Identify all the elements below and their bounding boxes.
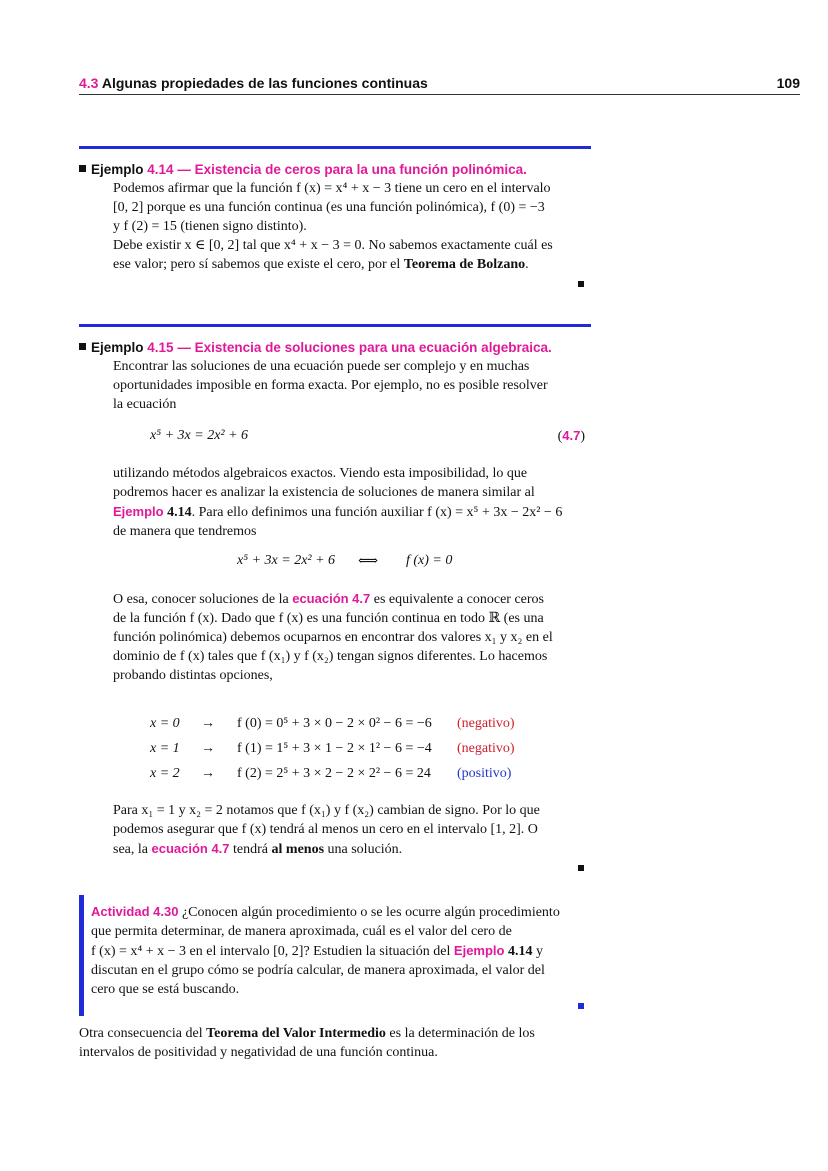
text-line: utilizando métodos algebraicos exactos. Viendo esta imposibilidad, lo que (113, 466, 528, 481)
text-span: f (x) = x⁴ + x − 3 en el intervalo [0, 2]? Estudien la situación del (91, 944, 451, 959)
example-number: 4.14 (147, 162, 174, 177)
text-line (79, 1024, 594, 1043)
equation: x⁵ + 3x = 2x² + 6 (150, 428, 249, 443)
activity-bar (79, 895, 84, 1016)
page-header (79, 74, 800, 95)
text-span: ) (580, 429, 585, 444)
text-line: cero que se está buscando. (91, 982, 240, 997)
emphasis: al menos (271, 842, 325, 857)
example-reference-link[interactable]: Ejemplo (113, 504, 164, 519)
right-arrow-icon: → (201, 766, 215, 781)
text-span: . (525, 257, 529, 272)
example-label: Ejemplo (91, 162, 144, 177)
text-line: de la función f (x). Dado que f (x) es una función continua en todo ℝ (es una (113, 611, 544, 626)
activity-box (91, 902, 585, 999)
example-heading (79, 340, 552, 355)
text-line (113, 839, 585, 859)
example-intro (113, 357, 585, 414)
text-line: probando distintas opciones, (113, 668, 273, 683)
calc-expression: f (0) = 0⁵ + 3 × 0 − 2 × 0² − 6 = −6 (237, 716, 432, 731)
text-line: podremos hacer es analizar la existencia de soluciones de manera similar al (113, 485, 535, 500)
equation-number: 4.7 (562, 428, 581, 443)
reference-number: 4.14 (167, 505, 192, 520)
square-bullet-icon (79, 343, 86, 350)
text-line (113, 589, 585, 609)
text-line (91, 941, 585, 961)
calc-x: x = 0 (150, 716, 180, 731)
equivalence-right: f (x) = 0 (406, 553, 453, 568)
text-span: ( (557, 429, 563, 444)
example-title: — Existencia de soluciones para una ecuación algebraica. (177, 340, 552, 355)
text-line: Debe existir x ∈ [0, 2] tal que x⁴ + x − 3 = 0. No sabemos exactamente cuál es (113, 238, 553, 253)
calc-x: x = 2 (150, 766, 180, 781)
text-span: es la determinación de los (389, 1026, 535, 1041)
equation-label (558, 428, 585, 445)
text-span: Otra consecuencia del (79, 1026, 203, 1041)
example-heading (79, 162, 527, 177)
example-reference-link[interactable]: Ejemplo (453, 943, 505, 958)
text-line: Podemos afirmar que la función f (x) = x⁴ + x − 3 tiene un cero en el intervalo (113, 181, 551, 196)
example-title: — Existencia de ceros para la una función polinómica. (177, 162, 527, 177)
text-span: . Para ello definimos una función auxiliar f (x) = x⁵ + 3x − 2x² − 6 (191, 505, 563, 520)
activity-label: Actividad 4.30 (91, 904, 179, 919)
text-line (91, 902, 585, 922)
text-span: ¿Conocen algún procedimiento o se les ocurre algún procedimiento (181, 905, 560, 920)
sign-negative: (negativo) (457, 741, 515, 756)
text-span: O esa, conocer soluciones de la (113, 592, 289, 607)
sign-negative: (negativo) (457, 716, 515, 731)
text-line: oportunidades imposible en forma exacta. Por ejemplo, no es posible resolver (113, 378, 548, 393)
closing-paragraph (79, 1024, 594, 1062)
text-line: de manera que tendremos (113, 524, 257, 539)
calc-expression: f (1) = 1⁵ + 3 × 1 − 2 × 1² − 6 = −4 (237, 741, 432, 756)
text-span: es equivalente a conocer ceros (373, 592, 545, 607)
text-line: discutan en el grupo cómo se podría calcular, de manera aproximada, el valor del (91, 963, 545, 978)
text-line: la ecuación (113, 397, 177, 412)
text-line (113, 255, 585, 274)
intermediate-value-theorem: Teorema del Valor Intermedio (206, 1026, 386, 1041)
activity-end-icon (578, 1003, 584, 1009)
equation-reference-link[interactable]: ecuación 4.7 (151, 841, 230, 856)
example-number: 4.15 (147, 340, 174, 355)
text-span: tendrá (233, 842, 269, 857)
text-line: intervalos de positividad y negatividad de una función continua. (79, 1045, 438, 1060)
example-para2 (113, 589, 585, 685)
equivalence-left: x⁵ + 3x = 2x² + 6 (237, 553, 336, 568)
example-label: Ejemplo (91, 340, 144, 355)
text-span: ese valor; pero sí sabemos que existe el cero, por el (113, 257, 401, 272)
calc-x: x = 1 (150, 741, 180, 756)
text-line: que permita determinar, de manera aproximada, cuál es el valor del cero de (91, 924, 512, 939)
qed-square-icon (578, 281, 584, 287)
example-conclusion (113, 801, 585, 859)
example-top-rule (79, 324, 591, 327)
square-bullet-icon (79, 165, 86, 172)
example-middle (113, 464, 585, 541)
text-line (113, 502, 585, 522)
text-span: sea, la (113, 842, 148, 857)
text-line: [0, 2] porque es una función continua (es una función polinómica), f (0) = −3 (113, 200, 545, 215)
reference-number: 4.14 (508, 944, 533, 959)
right-arrow-icon: → (201, 741, 215, 756)
text-line: y f (2) = 15 (tienen signo distinto). (113, 219, 307, 234)
text-span: y (536, 944, 543, 959)
right-arrow-icon: → (201, 716, 215, 731)
calc-expression: f (2) = 2⁵ + 3 × 2 − 2 × 2² − 6 = 24 (237, 766, 431, 781)
example-top-rule (79, 146, 591, 149)
bolzano-theorem: Teorema de Bolzano (403, 257, 526, 272)
text-line: función polinómica) debemos ocuparnos en encontrar dos valores x₁ y x₂ en el (113, 630, 553, 645)
text-line: Encontrar las soluciones de una ecuación puede ser complejo y en muchas (113, 359, 530, 374)
iff-arrow-icon: ⟺ (358, 554, 379, 569)
example-body (113, 179, 585, 274)
section-number: 4.3 (79, 75, 99, 91)
text-line: Para x₁ = 1 y x₂ = 2 notamos que f (x₁) y f (x₂) cambian de signo. Por lo que (113, 803, 540, 818)
equation-reference-link[interactable]: ecuación 4.7 (292, 591, 371, 606)
section-heading (79, 75, 428, 91)
text-line: dominio de f (x) tales que f (x₁) y f (x₂) tengan signos diferentes. Lo hacemos (113, 649, 548, 664)
text-span: una solución. (327, 842, 403, 857)
sign-positive: (positivo) (457, 766, 512, 781)
section-title: Algunas propiedades de las funciones continuas (101, 75, 428, 91)
text-line: podemos asegurar que f (x) tendrá al menos un cero en el intervalo [1, 2]. O (113, 822, 538, 837)
page-number: 109 (776, 75, 800, 91)
qed-square-icon (578, 865, 584, 871)
